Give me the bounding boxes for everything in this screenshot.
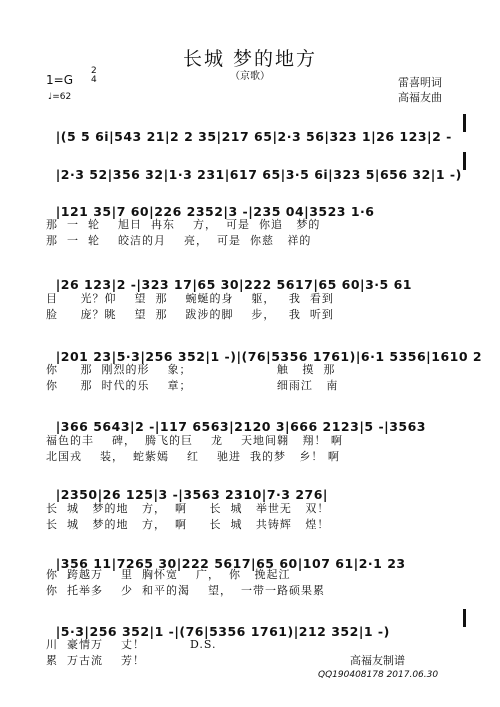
notation-line-1 [46,114,466,144]
key-signature: 1=G [46,73,73,87]
lyricist-credit: 雷喜明词 [398,76,442,89]
meter-top: 2 [91,66,97,76]
lyric-line-6-verse-1: 福色的丰 碑， 腾飞的巨 龙 天地间翱 翔！ 啊 [46,434,343,447]
lyric-line-5-verse-1: 你 那 刚烈的形 象； 触 摸 那 [46,363,336,376]
lyric-line-9-verse-2: 累 万古流 芳！ [46,654,145,667]
composer-credit: 高福友曲 [398,91,442,104]
lyric-line-7-verse-2: 长 城 梦的地 方， 啊 长 城 共铸辉 煌！ [46,518,330,531]
lyric-line-3-verse-1: 那 一 轮 旭日 冉东 方， 可是 你追 梦的 [46,218,321,231]
time-signature [91,67,97,85]
notation-line-3 [46,189,466,219]
final-barline [463,609,466,627]
notation-line-6 [46,404,466,434]
notation-text: |201 23|5·3|256 352|1 -)|(76|5356 1761)|6·1 5356|1610 2 [55,349,483,364]
notation-line-2 [46,152,466,182]
lyric-line-5-verse-2: 你 那 时代的乐 章； 细雨江 南 [46,379,339,392]
notation-text: |5·3|256 352|1 -|(76|5356 1761)|212 352|1 -) [55,624,390,639]
arranger-credit: 高福友制谱 [350,654,405,667]
meter-bottom: 4 [91,75,97,85]
contact-and-date: QQ190408178 2017.06.30 [318,670,439,680]
lyric-line-8-verse-1: 你 跨越万 里 胸怀宽 广， 你 挽起江 [46,568,291,581]
lyric-line-6-verse-2: 北国戎 装， 蛇紫嫣 红 驰进 我的梦 乡！ 啊 [46,450,340,463]
notation-text: |366 5643|2 -|117 6563|2120 3|666 2123|5 -|3563 [55,419,426,434]
notation-line-5 [46,334,483,364]
lyric-line-8-verse-2: 你 托举多 少 和平的渴 望， 一带一路硕果累 [46,584,325,597]
notation-line-4 [46,262,466,292]
end-barline [463,114,466,132]
song-title: 长城 梦的地方 [182,48,318,70]
notation-line-7 [46,472,466,502]
lyric-line-4-verse-2: 脸 庞？眺 望 那 跋涉的脚 步， 我 听到 [46,308,334,321]
notation-text: |2350|26 125|3 -|3563 2310|7·3 276| [55,487,328,502]
end-barline [463,152,466,170]
notation-text: |121 35|7 60|226 2352|3 -|235 04|3523 1·6 [55,204,375,219]
lyric-line-3-verse-2: 那 一 轮 皎洁的月 亮， 可是 你慈 祥的 [46,234,312,247]
notation-text: |356 11|7265 30|222 5617|65 60|107 61|2·1 23 [55,556,406,571]
tempo-marking: ♩=62 [48,92,72,102]
notation-line-9 [46,609,466,639]
lyric-line-7-verse-1: 长 城 梦的地 方， 啊 长 城 举世无 双！ [46,502,330,515]
lyric-line-4-verse-1: 目 光？仰 望 那 蜿蜒的身 躯， 我 看到 [46,292,334,305]
notation-text: |(5 5 6i|543 21|2 2 35|217 65|2·3 56|323 1|26 123|2 - [55,129,452,144]
lyric-line-9-verse-1: 川 豪情万 丈！ D.S. [46,638,217,651]
notation-text: |26 123|2 -|323 17|65 30|222 5617|65 60|3·5 61 [55,277,413,292]
notation-text: |2·3 52|356 32|1·3 231|617 65|3·5 6i|323 5|656 32|1 -) [55,167,462,182]
song-subtitle: （京歌） [230,71,270,82]
notation-line-8 [46,541,466,571]
